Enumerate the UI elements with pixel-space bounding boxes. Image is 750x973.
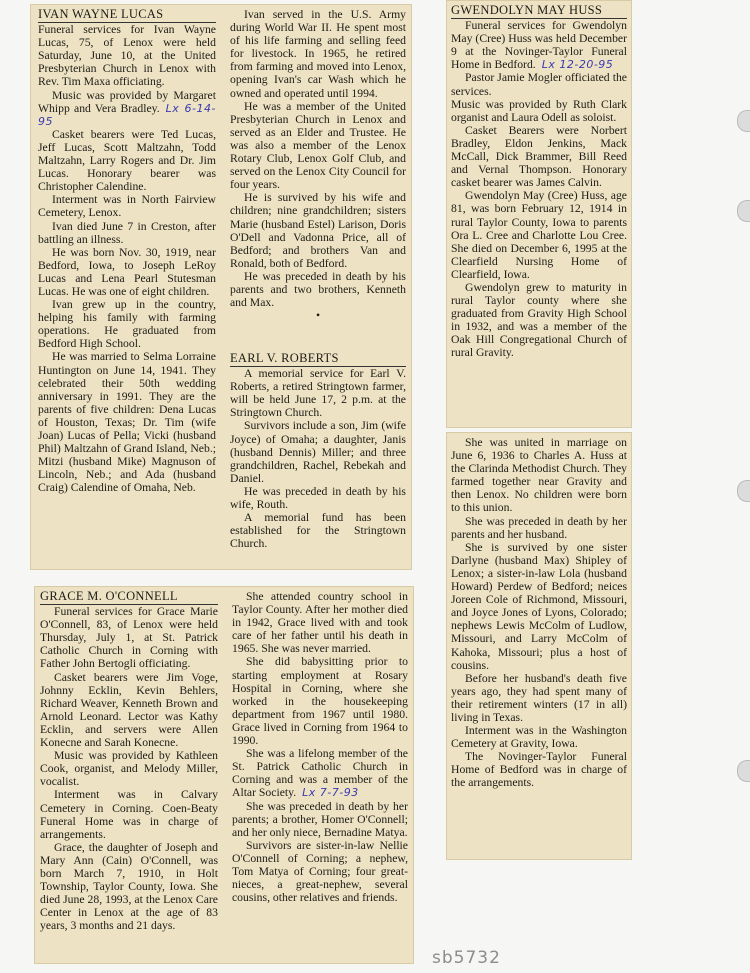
huss-para: She was preceded in death by her parents and her husband.: [451, 514, 627, 541]
huss-para: She was united in marriage on June 6, 1936 to Charles A. Huss at the Clarinda Methodist Church. They farmed together near Gravity and then Lenox. No children were born to this union.: [451, 436, 627, 515]
lucas-column-1: [38, 8, 216, 494]
lucas-para: Music was provided by Margaret Whipp and Vera Bradley. Lx 6-14-95: [38, 88, 216, 128]
oconnell-heading: GRACE M. O'CONNELL: [40, 590, 218, 605]
oconnell-para: She attended country school in Taylor County. After her mother died in 1942, Grace lived with and took care of her father until his death in 1965. She was never married.: [232, 590, 408, 656]
end-mark: •: [315, 309, 321, 323]
oconnell-column-2: [232, 590, 408, 904]
lucas-para: He is survived by his wife and children; nine grandchildren; sisters Marie (husband Estel) Larison, Doris O'Dell and Vadonna Price, all of Bedford; and brothers Van and Ronald, both of Bedford.: [230, 191, 406, 270]
handwritten-date-note: Lx 6-14-95: [38, 101, 216, 128]
huss-para: Casket Bearers were Norbert Bradley, Eldon Jenkins, Mack McCall, Dick Brammer, Bill Reed and Vernal Thompson. Honorary casket bearer was James Calvin.: [451, 123, 627, 190]
oconnell-para: Music was provided by Kathleen Cook, organist, and Melody Miller, vocalist.: [40, 749, 218, 789]
roberts-para: A memorial service for Earl V. Roberts, a retired Stringtown farmer, will be held June 17, 2 p.m. at the Stringtown Church.: [230, 367, 406, 420]
lucas-para: He was married to Selma Lorraine Huntington on June 14, 1941. They celebrated their 50th wedding anniversary in 1991. They are the parents of five children: Dena Lucas of Houston, Texas; Dr. Tim (wife Joan) Lucas of Pella; Vicki (husband Phil) Maltzahn of Grand Island, Neb.; Mitzi (husband Mike) Magnuson of Lincoln, Neb.; and Ada (husband Craig) Calendine of Omaha, Neb.: [38, 350, 216, 495]
oconnell-para: Funeral services for Grace Marie O'Connell, 83, of Lenox were held Thursday, July 1, at St. Patrick Catholic Church in Corning with Father John Bertogli officiating.: [40, 605, 218, 671]
oconnell-para: Casket bearers were Jim Voge, Johnny Ecklin, Kevin Behlers, Richard Weaver, Kenneth Brown and Arnold Leonard. Lector was Kathy Ecklin, and servers were Allen Konecne and Sarah Konecne.: [40, 670, 218, 750]
huss-para: Interment was in the Washington Cemetery at Gravity, Iowa.: [451, 724, 627, 751]
oconnell-para: She was a lifelong member of the St. Patrick Catholic Church in Corning and was a member of the Altar Society. Lx 7-7-93: [232, 747, 408, 800]
huss-para: She is survived by one sister Darlyne (husband Max) Shipley of Lenox; a sister-in-law Lola (husband Howard) Perdew of Bedford; neices Joreen Cole of Richmond, Missouri, and Joyce Jones of Lyons, Colorado; nephews Lewis McColm of Ludlow, Missouri, and Larry McColm of Kahoka, Missouri; plus a host of cousins.: [451, 540, 627, 672]
roberts-heading: EARL V. ROBERTS: [230, 352, 406, 367]
huss-heading: GWENDOLYN MAY HUSS: [451, 4, 627, 19]
lucas-heading: IVAN WAYNE LUCAS: [38, 8, 216, 23]
huss-column-bottom: [451, 436, 627, 790]
lucas-para: He was born Nov. 30, 1919, near Bedford, Iowa, to Joseph LeRoy Lucas and Lena Pearl Stutesman Lucas. He was one of eight children.: [38, 245, 216, 298]
oconnell-para: Grace, the daughter of Joseph and Mary Ann (Cain) O'Connell, was born March 7, 1910, in Holt Township, Taylor County, Iowa. She died June 28, 1993, at the Lenox Care Center in Lenox at the age of 83 years, 3 months and 21 days.: [40, 840, 218, 933]
huss-para: The Novinger-Taylor Funeral Home of Bedford was in charge of the arrangements.: [451, 750, 627, 790]
lucas-column-2: [230, 8, 406, 322]
oconnell-para: She was preceded in death by her parents; a brother, Homer O'Connell; and her only niece, Bernadine Matya.: [232, 799, 408, 839]
oconnell-para: Survivors are sister-in-law Nellie O'Connell of Corning; a nephew, Tom Matya of Corning; four great-nieces, a great-nephew, several cousins, other relatives and friends.: [232, 838, 408, 905]
page-reference-note: sb5732: [432, 948, 501, 968]
lucas-para: Funeral services for Ivan Wayne Lucas, 75, of Lenox were held Saturday, June 10, at the United Presbyterian Church in Lenox with Rev. Tim Maxa officiating.: [38, 23, 216, 89]
lucas-para: Interment was in North Fairview Cemetery, Lenox.: [38, 193, 216, 220]
lucas-para: Ivan grew up in the country, helping his family with farming operations. He graduated from Bedford High School.: [38, 298, 216, 351]
oconnell-column-1: [40, 590, 218, 932]
handwritten-date-note: Lx 12-20-95: [541, 58, 614, 72]
roberts-para: Survivors include a son, Jim (wife Joyce) of Omaha; a daughter, Janis (husband Dennis) Miller; and three grandchildren, Rachel, Rebekah and Daniel.: [230, 419, 406, 485]
oconnell-para: Interment was in Calvary Cemetery in Corning. Coen-Beaty Funeral Home was in charge of arrangements.: [40, 788, 218, 841]
huss-para: Music was provided by Ruth Clark organist and Laura Odell as soloist.: [451, 97, 627, 124]
lucas-para: He was preceded in death by his parents and two brothers, Kenneth and Max.: [230, 269, 406, 310]
huss-column-top: [451, 4, 627, 360]
lucas-para: Ivan served in the U.S. Army during World War II. He spent most of his life farming and selling feed for livestock. In 1965, he retired from farming and moved into Lenox, opening Ivan's car Wash which he owned and operated until 1994.: [230, 8, 406, 100]
huss-para: Gwendolyn grew to maturity in rural Taylor county where she graduated from Gravity High School in 1932, and was a member of the Oak Hill Congregational Church of rural Gravity.: [451, 280, 627, 360]
oconnell-para: She did babysitting prior to starting employment at Rosary Hospital in Corning, where she worked in the housekeeping department from 1967 until 1980. Grace lived in Corning from 1964 to 1990.: [232, 655, 408, 748]
huss-para: Gwendolyn May (Cree) Huss, age 81, was born February 12, 1914 in rural Taylor County, Iowa to parents Ora L. Cree and Charlotte Lou Cree. She died on December 6, 1995 at the Clearfield Nursing Home of Clearfield, Iowa.: [451, 189, 627, 281]
roberts-column: [230, 352, 406, 550]
huss-para: Before her husband's death five years ago, they had spent many of their retirement winters (17 in all) living in Texas.: [451, 671, 627, 724]
lucas-para: Casket bearers were Ted Lucas, Jeff Lucas, Scott Maltzahn, Todd Maltzahn, Larry Rogers and Dr. Jim Lucas. Honorary bearer was Christopher Calendine.: [38, 127, 216, 194]
huss-para: Pastor Jamie Mogler officiated the services.: [451, 71, 627, 98]
lucas-para: He was a member of the United Presbyterian Church in Lenox and served as an Elder and Trustee. He was also a member of the Lenox Rotary Club, Lenox Golf Club, and served on the Lenox City Council for four years.: [230, 99, 406, 192]
lucas-para: Ivan died June 7 in Creston, after battling an illness.: [38, 219, 216, 246]
roberts-para: He was preceded in death by his wife, Routh.: [230, 484, 406, 512]
handwritten-date-note: Lx 7-7-93: [302, 786, 359, 800]
huss-para: Funeral services for Gwendolyn May (Cree) Huss was held December 9 at the Novinger-Taylor Funeral Home in Bedford. Lx 12-20-95: [451, 19, 627, 72]
roberts-para: A memorial fund has been established for the Stringtown Church.: [230, 511, 406, 551]
